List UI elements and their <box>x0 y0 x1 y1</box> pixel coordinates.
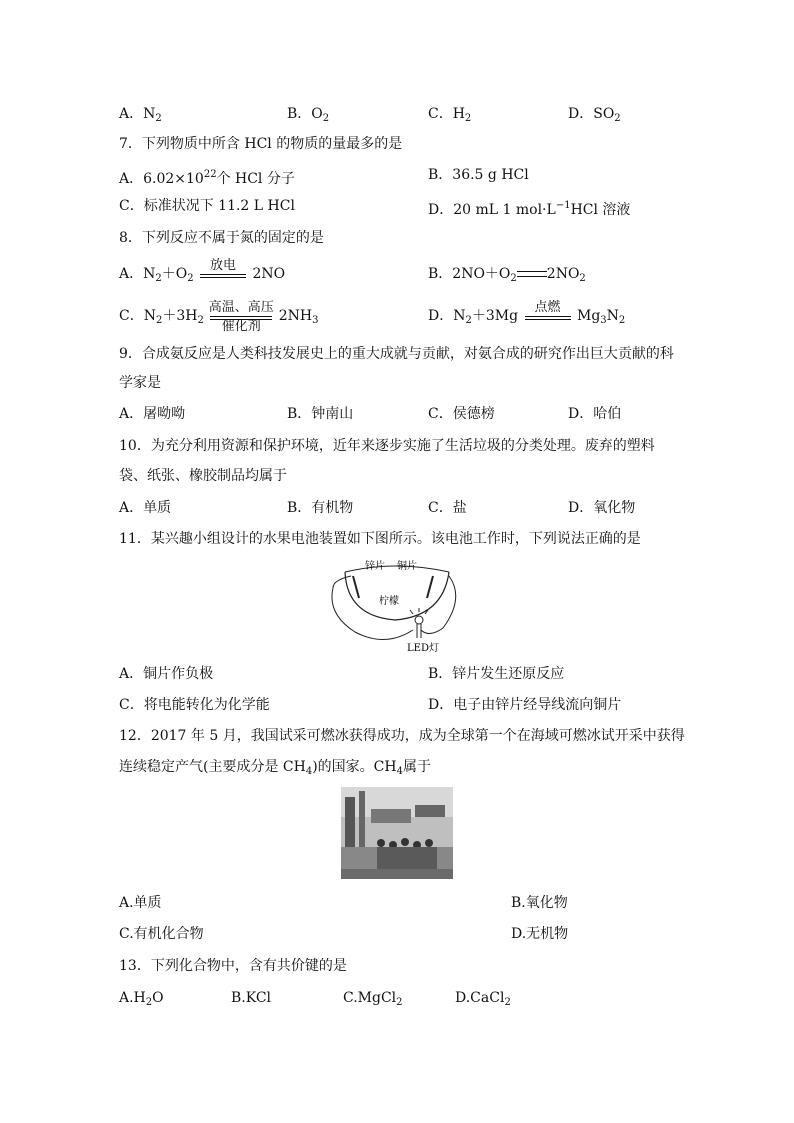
lemon-label: 柠檬 <box>379 596 399 607</box>
copper-label: 铜片 <box>397 561 417 572</box>
q8-option-d: D．$N_2+3Mg$ 点燃 $Mg_3N_2$ <box>428 300 626 326</box>
q13-option-a: $A.H_2O$ <box>119 990 164 1008</box>
q7-option-d: D．20 mL 1 $mol\cdot L^{-1}HCl$ 溶液 <box>428 200 631 218</box>
q7-option-c: C．标准状况下 11.2 L HCl <box>119 198 295 214</box>
q10-stem-line1: 10．为充分利用资源和保护环境，近年来逐步实施了生活垃圾的分类处理。废弃的塑料 <box>119 438 655 454</box>
q8-option-b: B．$2NO+O_2$ $2NO_2$ <box>428 266 586 284</box>
q10-option-a: A．单质 <box>119 500 172 516</box>
q9-option-b: B．钟南山 <box>287 406 354 422</box>
q8-stem: 8．下列反应不属于氮的固定的是 <box>119 230 324 246</box>
zinc-label: 锌片 <box>365 561 385 572</box>
q12-option-d: D.无机物 <box>511 926 569 942</box>
q11-option-a: A．铜片作负极 <box>119 666 214 682</box>
q10-option-b: B．有机物 <box>287 500 354 516</box>
q11-stem: 11．某兴趣小组设计的水果电池装置如下图所示。该电池工作时，下列说法正确的是 <box>119 531 641 547</box>
q12-stem-line2: 连续稳定产气(主要成分是 $CH_4$)的国家。$CH_4$属于 <box>119 759 431 777</box>
q12-option-c: C.有机化合物 <box>119 926 204 942</box>
q9-option-d: D．哈伯 <box>568 406 622 422</box>
q6-option-a: A．$N_2$ <box>119 106 162 124</box>
reaction-arrow: 高温、高压 催化剂 <box>208 300 274 334</box>
q13-stem: 13．下列化合物中，含有共价键的是 <box>119 958 347 974</box>
q6-option-b: B．$O_2$ <box>287 106 330 124</box>
q12-stem-line1: 12．2017 年 5 月，我国试采可燃冰获得成功，成为全球第一个在海域可燃冰试开采中获得 <box>119 728 685 744</box>
q12-option-b: B.氧化物 <box>511 895 568 911</box>
equals-sign <box>517 271 547 277</box>
q13-option-b: B.KCl <box>231 990 272 1006</box>
q11-option-d: D．电子由锌片经导线流向铜片 <box>428 697 622 713</box>
q10-option-c: C．盐 <box>428 500 467 516</box>
q7-option-a: A．$6.02\times 10^{22}$个 HCl 分子 <box>119 169 295 187</box>
q7-option-b: B．36.5 g HCl <box>428 167 529 183</box>
lemon-battery-diagram <box>325 558 465 654</box>
led-label: LED灯 <box>407 643 439 654</box>
reaction-arrow: 点燃 <box>523 306 573 326</box>
q10-option-d: D．氧化物 <box>568 500 636 516</box>
q9-option-c: C．侯德榜 <box>428 406 495 422</box>
q6-option-d: D．$SO_2$ <box>568 106 621 124</box>
q11-option-c: C．将电能转化为化学能 <box>119 697 270 713</box>
q7-stem: 7．下列物质中所含 HCl 的物质的量最多的是 <box>119 136 403 152</box>
q13-option-c: C.MgCl$_2$ <box>343 990 403 1008</box>
combustible-ice-photo <box>341 787 453 879</box>
q6-option-c: C．$H_2$ <box>428 106 472 124</box>
q11-option-b: B．锌片发生还原反应 <box>428 666 565 682</box>
reaction-arrow: 放电 <box>198 264 248 284</box>
q10-stem-line2: 袋、纸张、橡胶制品均属于 <box>119 468 287 484</box>
q9-stem-line2: 学家是 <box>119 375 161 391</box>
q9-stem-line1: 9．合成氨反应是人类科技发展史上的重大成就与贡献，对氨合成的研究作出巨大贡献的科 <box>119 346 674 362</box>
q8-option-c: C．$N_2+3H_2$ 高温、高压 催化剂 $2NH_3$ <box>119 300 319 334</box>
q12-option-a: A.单质 <box>119 895 162 911</box>
q8-option-a: A．$N_2+O_2$ 放电 2NO <box>119 258 286 284</box>
q9-option-a: A．屠呦呦 <box>119 406 186 422</box>
q13-option-d: D.CaCl$_2$ <box>455 990 511 1008</box>
